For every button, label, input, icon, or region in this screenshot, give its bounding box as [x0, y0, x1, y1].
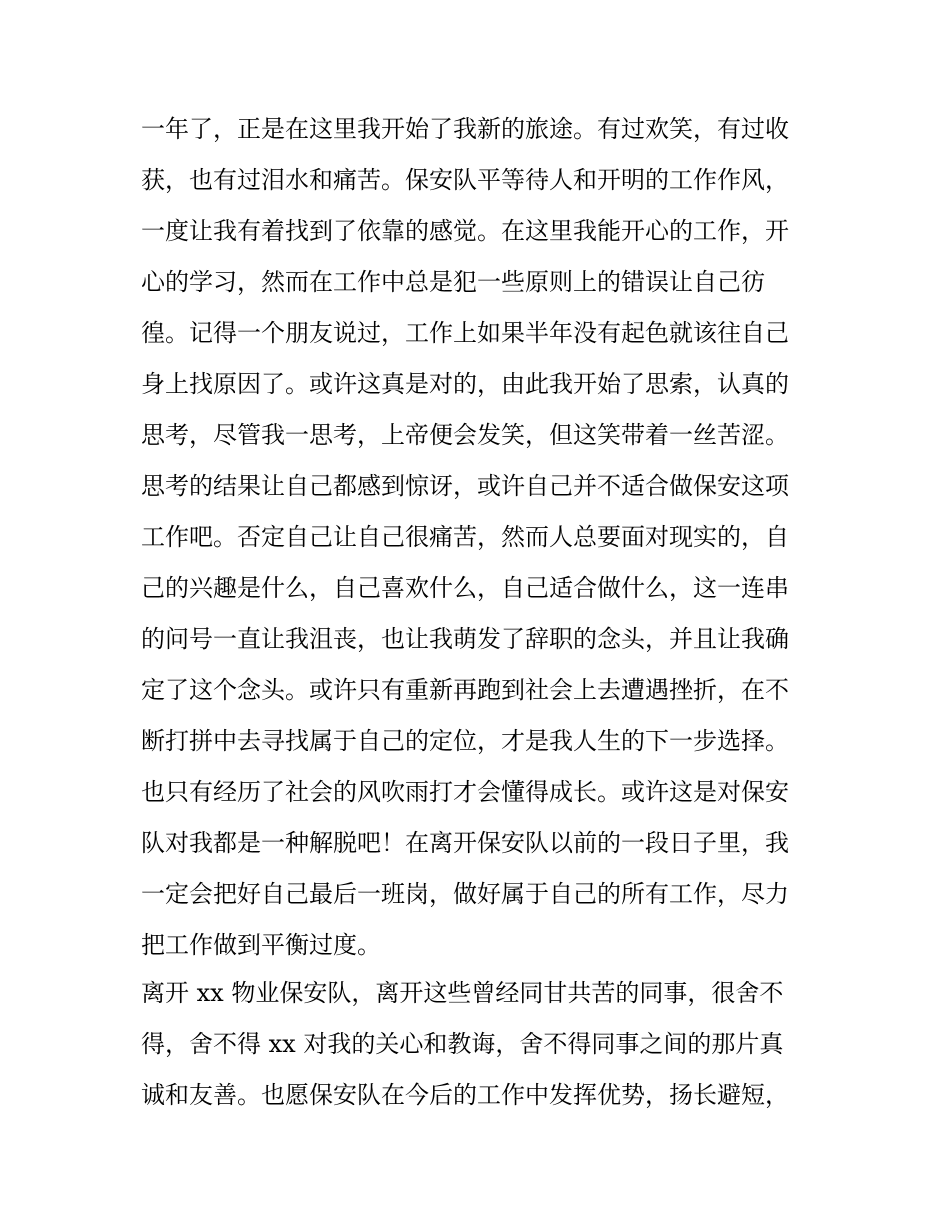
text-line: 定了这个念头。或许只有重新再跑到社会上去遭遇挫折，在不 [141, 676, 789, 704]
text-line: 工作吧。否定自己让自己很痛苦，然而人总要面对现实的，自 [141, 523, 789, 551]
text-line: 获，也有过泪水和痛苦。保安队平等待人和开明的工作作风， [141, 166, 789, 194]
text-line: 一年了，正是在这里我开始了我新的旅途。有过欢笑，有过收 [141, 115, 789, 143]
text-line: 队对我都是一种解脱吧！在离开保安队以前的一段日子里，我 [141, 829, 789, 857]
text-line: 诚和友善。也愿保安队在今后的工作中发挥优势，扬长避短， [141, 1081, 789, 1109]
text-line: 身上找原因了。或许这真是对的，由此我开始了思索，认真的 [141, 370, 789, 398]
text-line: 己的兴趣是什么，自己喜欢什么，自己适合做什么，这一连串 [141, 574, 789, 602]
text-line: 一度让我有着找到了依靠的感觉。在这里我能开心的工作，开 [141, 217, 789, 245]
text-line: 徨。记得一个朋友说过，工作上如果半年没有起色就该往自己 [141, 319, 789, 347]
text-line: 断打拼中去寻找属于自己的定位，才是我人生的下一步选择。 [141, 727, 789, 755]
text-line: 一定会把好自己最后一班岗，做好属于自己的所有工作，尽力 [141, 880, 789, 908]
text-line: 得，舍不得 xx 对我的关心和教诲，舍不得同事之间的那片真 [141, 1030, 784, 1058]
text-line: 离开 xx 物业保安队，离开这些曾经同甘共苦的同事，很舍不 [141, 979, 784, 1007]
text-line: 把工作做到平衡过度。 [141, 931, 381, 959]
text-line: 也只有经历了社会的风吹雨打才会懂得成长。或许这是对保安 [141, 778, 789, 806]
text-line: 的问号一直让我沮丧，也让我萌发了辞职的念头，并且让我确 [141, 625, 789, 653]
text-line: 心的学习，然而在工作中总是犯一些原则上的错误让自己彷 [141, 268, 765, 296]
text-line: 思考，尽管我一思考，上帝便会发笑，但这笑带着一丝苦涩。 [141, 421, 789, 449]
text-line: 思考的结果让自己都感到惊讶，或许自己并不适合做保安这项 [141, 472, 789, 500]
